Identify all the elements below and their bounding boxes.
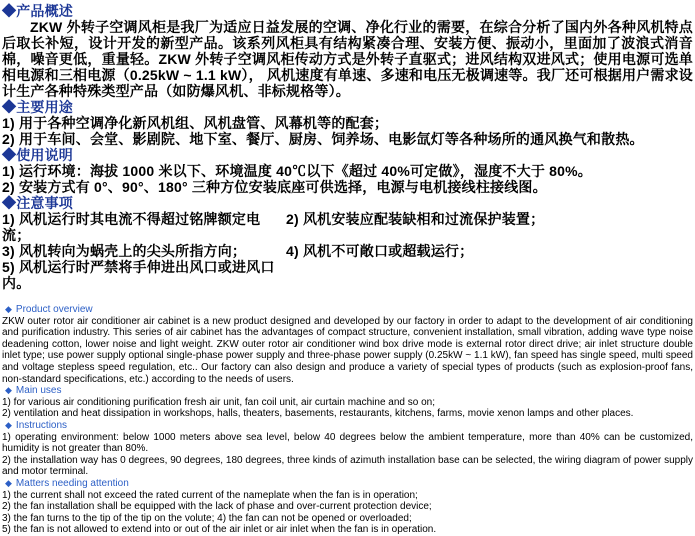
- en-uses-item: 1) for various air conditioning purification fresh air unit, fan coil unit, air curtain machine and so on;: [2, 396, 436, 408]
- en-instructions-item: 1) operating environment: below 1000 meters above sea level, below 40 degrees below the ambient temperature, more than 40% can be customized, humidity is not greater than 80%.: [2, 431, 693, 455]
- cn-attention-row: [2, 211, 693, 243]
- en-instructions-heading: [2, 420, 693, 432]
- en-overview-paragraph: ZKW outer rotor air conditioner air cabinet is a new product designed and developed by our factory in order to adapt to the development of air conditioning and purification industry. This series of air cabinet has the advantages of compact structure, convenient installation, small vibration, adding wave type noise deadening cotton, lower noise and light weight. ZKW outer rotor air conditioner wind box drive mode is external rotor direct drive; air inlet structure double inlet type; use power supply optional single-phase power supply and three-phase power supply (0.25kW ~ 1.1 kW), fan speed has single speed, multi speed and voltage stepless speed regulation, etc.. Our factory can also design and produce a variety of special types of products (such as explosion-proof fans, non-standard specifications, etc.) according to the needs of users.: [2, 315, 693, 385]
- cn-uses-item: 2) 用于车间、会堂、影剧院、地下室、餐厅、厨房、饲养场、电影氙灯等各种场所的通风换气和散热。: [2, 131, 644, 147]
- cn-overview-heading: [2, 3, 693, 19]
- en-attention-item: 2) the fan installation shall be equipped with the lack of phase and over-current protection device;: [2, 501, 432, 513]
- diamond-icon: ◆: [2, 99, 17, 115]
- en-attention-heading: [2, 478, 693, 490]
- cn-attention-item: 4) 风机不可敞口或超载运行；: [286, 243, 474, 259]
- en-uses-item: 2) ventilation and heat dissipation in workshops, halls, theaters, basements, restaurants, kitchens, farms, movie xenon lamps and other places.: [2, 408, 634, 420]
- diamond-icon: ◆: [5, 385, 12, 396]
- en-attention-heading-label: Matters needing attention: [15, 477, 129, 489]
- diamond-icon: ◆: [5, 419, 12, 430]
- cn-attention-item: 5) 风机运行时严禁将手伸进出风口或进风口内。: [2, 259, 275, 291]
- cn-attention-item: [286, 259, 693, 291]
- en-attention-item: 3) the fan turns to the tip of the tip on the volute; 4) the fan can not be opened or overloaded;: [2, 512, 412, 524]
- en-overview-heading-label: Product overview: [15, 304, 93, 315]
- cn-attention-item: 3) 风机转向为蜗壳上的尖头所指方向；: [2, 243, 247, 259]
- cn-attention-heading-label: 注意事项: [16, 195, 74, 211]
- english-section: [2, 304, 693, 536]
- diamond-icon: ◆: [5, 304, 12, 314]
- cn-attention-item: 1) 风机运行时其电流不得超过铭牌额定电流；: [2, 211, 261, 243]
- cn-instructions-heading-label: 使用说明: [16, 147, 74, 163]
- en-instructions-heading-label: Instructions: [15, 419, 68, 431]
- en-uses-heading: [2, 385, 693, 397]
- cn-uses-heading-label: 主要用途: [16, 99, 74, 115]
- cn-instructions-item: 2) 安装方式有 0°、90°、180° 三种方位安装底座可供选择，电源与电机接线柱接线图。: [2, 179, 547, 195]
- cn-uses-item: 1) 用于各种空调净化新风机组、风机盘管、风幕机等的配套；: [2, 115, 389, 131]
- chinese-section: [2, 3, 693, 291]
- cn-uses-heading: [2, 99, 693, 115]
- en-attention-item: 5) the fan is not allowed to extend into or out of the air inlet or air inlet when the fan is in operation.: [2, 524, 437, 536]
- cn-attention-item: 2) 风机安装应配装缺相和过流保护装置；: [286, 211, 545, 227]
- en-instructions-item: 2) the installation way has 0 degrees, 90 degrees, 180 degrees, three kinds of azimuth installation base can be selected, the wiring diagram of power supply and motor terminal.: [2, 454, 693, 478]
- cn-attention-heading: [2, 195, 693, 211]
- diamond-icon: ◆: [5, 477, 12, 488]
- en-uses-heading-label: Main uses: [15, 385, 62, 397]
- cn-attention-row: [2, 259, 693, 291]
- cn-attention-row: [2, 243, 693, 259]
- cn-instructions-heading: [2, 147, 693, 163]
- diamond-icon: ◆: [2, 195, 17, 211]
- en-overview-heading: [2, 304, 693, 316]
- cn-instructions-item: 1) 运行环境：海拔 1000 米以下、环境温度 40℃以下《超过 40%可定做》，湿度不大于 80%。: [2, 163, 592, 179]
- cn-overview-paragraph: ZKW 外转子空调风柜是我厂为适应日益发展的空调、净化行业的需要，在综合分析了国内外各种风机特点后取长补短，设计开发的新型产品。该系列风柜具有结构紧凑合理、安装方便、振动小，里面加了波浪式消音棉，噪音更低，重量轻。ZKW 外转子空调风柜传动方式是外转子直驱式；进风结构双进风式；使用电源可选单相电源和三相电源（0.25kW ~ 1.1 kW）， 风机速度有单速、多速和电压无极调速等。我厂还可根据用户需求设计生产各种特殊类型产品（如防爆风机、非标规格等）。: [2, 19, 693, 99]
- en-attention-item: 1) the current shall not exceed the rated current of the nameplate when the fan is in operation;: [2, 489, 418, 501]
- cn-overview-heading-label: 产品概述: [16, 3, 74, 19]
- diamond-icon: ◆: [2, 3, 17, 19]
- diamond-icon: ◆: [2, 147, 17, 163]
